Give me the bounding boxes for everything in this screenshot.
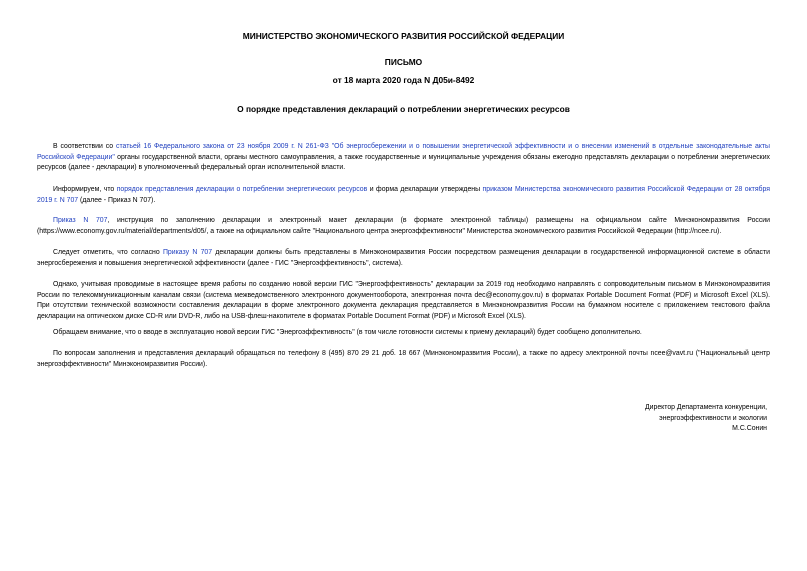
signature-name: М.С.Сонин — [732, 425, 767, 433]
declaration-procedure-link[interactable]: порядок представления декларации о потреблении энергетических ресурсов — [116, 186, 368, 193]
paragraph-2-text-1: Информируем, что — [53, 186, 117, 193]
document-subject: О порядке представления деклараций о потреблении энергетических ресурсов — [237, 104, 570, 114]
paragraph-6: Обращаем внимание, что о вводе в эксплуатацию новой версии ГИС "Энергоэффективность" (в том числе готовности системы к приему деклараций) будет сообщено дополнительно. — [53, 329, 642, 336]
ministry-title: МИНИСТЕРСТВО ЭКОНОМИЧЕСКОГО РАЗВИТИЯ РОССИЙСКОЙ ФЕДЕРАЦИИ — [242, 31, 565, 41]
paragraph-4-text-1: Следует отметить, что согласно — [53, 249, 163, 256]
document-type: ПИСЬМО — [384, 57, 423, 67]
paragraph-1-text-2: органы государственной власти, органы местного самоуправления, а также государственные и муниципальные учреждения обязаны ежегодно представлять декларации о потреблении энергетических ресурсов (далее - декларации) в уполномоченный федеральный орган исполнительной власти. — [37, 153, 770, 172]
order-707-link[interactable]: приказом Министерства экономического развития Российской Федерации от 28 октября 2019 г. N 707 — [37, 186, 770, 204]
paragraph-5: Однако, учитывая проводимые в настоящее время работы по созданию новой версии ГИС "Энергоэффективность" декларации за 2019 год необходимо направлять с сопроводительным письмом в Минэкономразвития России по телекоммуникационным каналам связи (система межведомственного электронного документооборота, электронная почта dec@economy.gov.ru) в форматах Portable Document Format (PDF) и Microsoft Excel (XLS). При отсутствии технической возможности составления декларации в форме электронного документа декларация представляется в Минэкономразвития России на бумажном носителе с приложением текстового файла декларации на оптическом диске CD-R или DVD-R, либо на USB-флеш-накопителе в форматах Portable Document Format (PDF) и Microsoft Excel (XLS). — [37, 281, 770, 321]
paragraph-4 — [37, 248, 770, 269]
signature-position-line-1: Директор Департамента конкуренции, — [644, 404, 767, 411]
paragraph-2 — [37, 185, 770, 206]
paragraph-2-text-3: (далее - Приказ N 707). — [78, 196, 156, 204]
paragraph-7: По вопросам заполнения и представления деклараций обращаться по телефону 8 (495) 870 29 21 доб. 18 667 (Минэкономразвития России), а также по адресу электронной почты ncee@vavt.ru ("Национальный центр энергоэффективности" Минэкономразвития России). — [37, 350, 770, 368]
paragraph-4-text-2: декларации должны быть представлены в Минэкономразвития России посредством размещения декларации в государственной информационной системе в области энергосбережения и повышения энергетической эффективности (далее - ГИС "Энергоэффективность", система). — [37, 249, 771, 267]
law-261-fz-link[interactable]: статьей 16 Федерального закона от 23 ноября 2009 г. N 261-ФЗ "Об энергосбережении и о повышении энергетической эффективности и о внесении изменений в отдельные законодательные акты Российской Федерации" — [37, 143, 770, 161]
paragraph-1-text-1: В соответствии со — [53, 143, 116, 150]
paragraph-2-text-2: и форма декларации утверждены — [367, 186, 483, 193]
order-707-link-3[interactable]: Приказу N 707 — [162, 249, 213, 256]
order-707-link-2[interactable]: Приказ N 707 — [53, 217, 108, 224]
paragraph-3-text-1: , инструкция по заполнению декларации и электронный макет декларации (в формате электронной таблицы) размещены на официальном сайте Минэкономразвития России (https://www.economy.gov.ru/material/departments/d05/, а также на официальном сайте "Национального центра энергоэффективности" Министерства экономического развития Российской Федерации (http://ncee.ru). — [37, 217, 770, 235]
document-date-number: от 18 марта 2020 года N Д05и-8492 — [332, 75, 475, 85]
paragraph-3 — [37, 216, 770, 237]
signature-position-line-2: энергоэффективности и экологии — [659, 414, 767, 422]
signature-block — [645, 403, 767, 435]
paragraph-1 — [37, 142, 770, 174]
